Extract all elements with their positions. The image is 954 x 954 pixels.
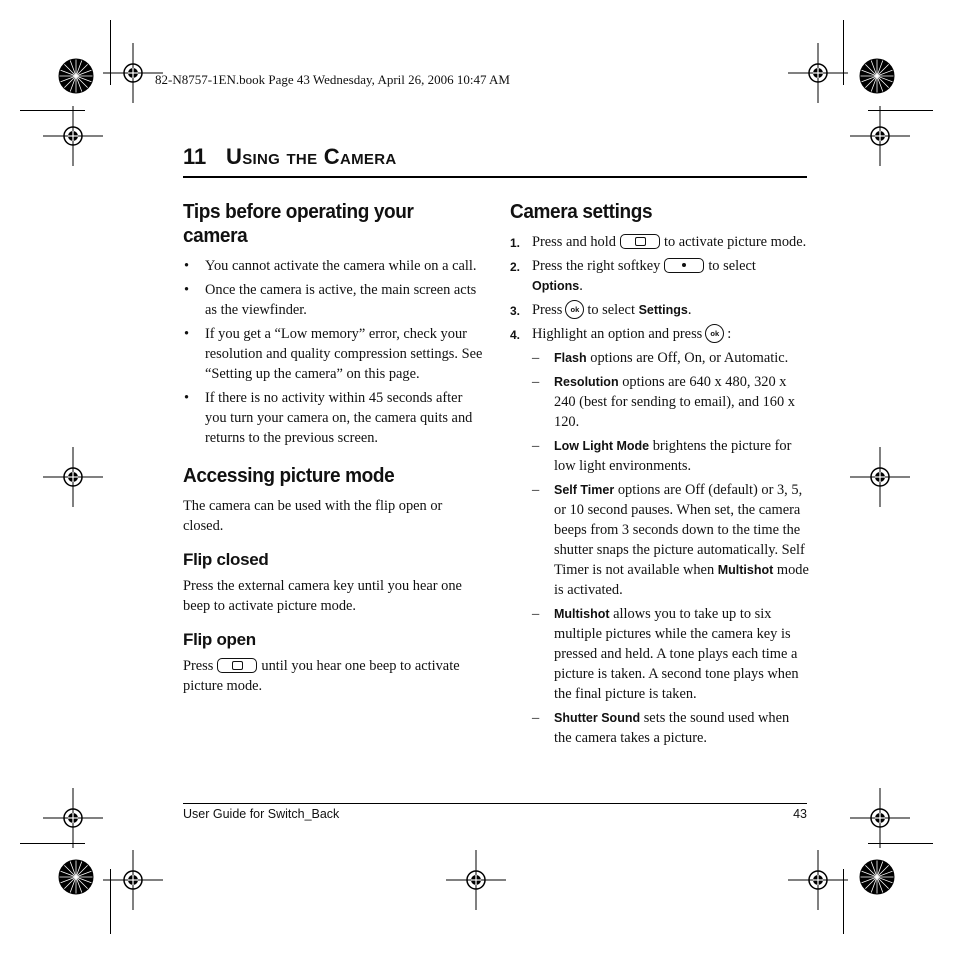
- flip-closed-section: [183, 550, 483, 616]
- ok-key-icon: ok: [705, 324, 724, 343]
- chapter-heading: [183, 140, 807, 178]
- list-item: – Resolution options are 640 x 480, 320 x 240 (best for sending to email), and 160 x 120.: [532, 372, 810, 432]
- list-item: • You cannot activate the camera while on a call.: [183, 256, 483, 276]
- list-item: – Flash options are Off, On, or Automatic.: [532, 348, 810, 368]
- steps-list: [510, 232, 810, 748]
- flip-closed-heading: Flip closed: [183, 550, 269, 569]
- right-softkey-icon: [664, 258, 704, 273]
- list-item: – Self Timer options are Off (default) or 3, 5, or 10 second pauses. When set, the camera beeps from 3 seconds down to the time the shutter snaps the picture automatically. Self Timer is not available when Multishot mode is activated.: [532, 480, 810, 600]
- list-item: 1. Press and hold to activate picture mode.: [510, 234, 807, 250]
- list-item: • Once the camera is active, the main screen acts as the viewfinder.: [183, 280, 483, 320]
- tips-heading: Tips before operating your camera: [183, 201, 414, 247]
- list-item: – Shutter Sound sets the sound used when the camera takes a picture.: [532, 708, 810, 748]
- accessing-section: [183, 464, 483, 536]
- camera-key-icon: [620, 234, 660, 249]
- camera-key-icon: [217, 658, 257, 673]
- accessing-heading: Accessing picture mode: [183, 465, 395, 487]
- list-item: – Multishot allows you to take up to six multiple pictures while the camera key is pressed and held. A tone plays each time a picture is taken. A second tone plays when the final picture is taken.: [532, 604, 810, 704]
- footer-title: User Guide for Switch_Back: [183, 807, 340, 821]
- flip-open-heading: Flip open: [183, 630, 256, 649]
- chapter-number: 11: [183, 144, 207, 169]
- page-number: 43: [793, 807, 807, 821]
- flip-open-text: Press until you hear one beep to activate picture mode.: [183, 658, 460, 694]
- list-item: • If there is no activity within 45 seconds after you turn your camera on, the camera quits and returns to the previous screen.: [183, 388, 483, 448]
- right-column: [510, 200, 810, 752]
- tips-list: [183, 256, 483, 448]
- tips-section: [183, 200, 483, 448]
- left-column: [183, 200, 483, 710]
- list-item: • If you get a “Low memory” error, check your resolution and quality compression settings. See “Setting up the camera” on this page.: [183, 324, 483, 384]
- list-item: 3. Press ok to select Settings.: [510, 302, 692, 318]
- list-item: – Low Light Mode brightens the picture for low light environments.: [532, 436, 810, 476]
- accessing-intro: The camera can be used with the flip open or closed.: [183, 498, 443, 534]
- flip-open-section: [183, 630, 483, 696]
- ok-key-icon: ok: [565, 300, 584, 319]
- options-list: [532, 348, 810, 748]
- flip-closed-text: Press the external camera key until you hear one beep to activate picture mode.: [183, 578, 462, 614]
- camera-settings-heading: Camera settings: [510, 201, 653, 223]
- list-item: 4. Highlight an option and press ok : – Flash options are Off, On, or Automatic. – Resolution options are 640 x 480, 320 x 240 (best for sending to email), and 160 x 120. – Low Light Mode brightens the picture for low light environments. – Self Timer options are Off (default) or 3, 5, or 10 second pauses. When set, the camera beeps from 3 seconds down to the time the shutter snaps the picture automatically. Self Timer is not available when Multishot mode is activated. – Multishot allows you to take up to six multiple pictures while the camera key is pressed and held. A tone plays each time a picture is taken. A second tone plays when the final picture is taken. – Shutter Sound sets the sound used when the camera takes a picture.: [510, 324, 810, 748]
- page-footer: [183, 803, 807, 821]
- list-item: 2. Press the right softkey to select Options.: [510, 258, 756, 294]
- chapter-title: Using the Camera: [226, 144, 397, 169]
- print-slug: 82-N8757-1EN.book Page 43 Wednesday, April 26, 2006 10:47 AM: [155, 72, 510, 87]
